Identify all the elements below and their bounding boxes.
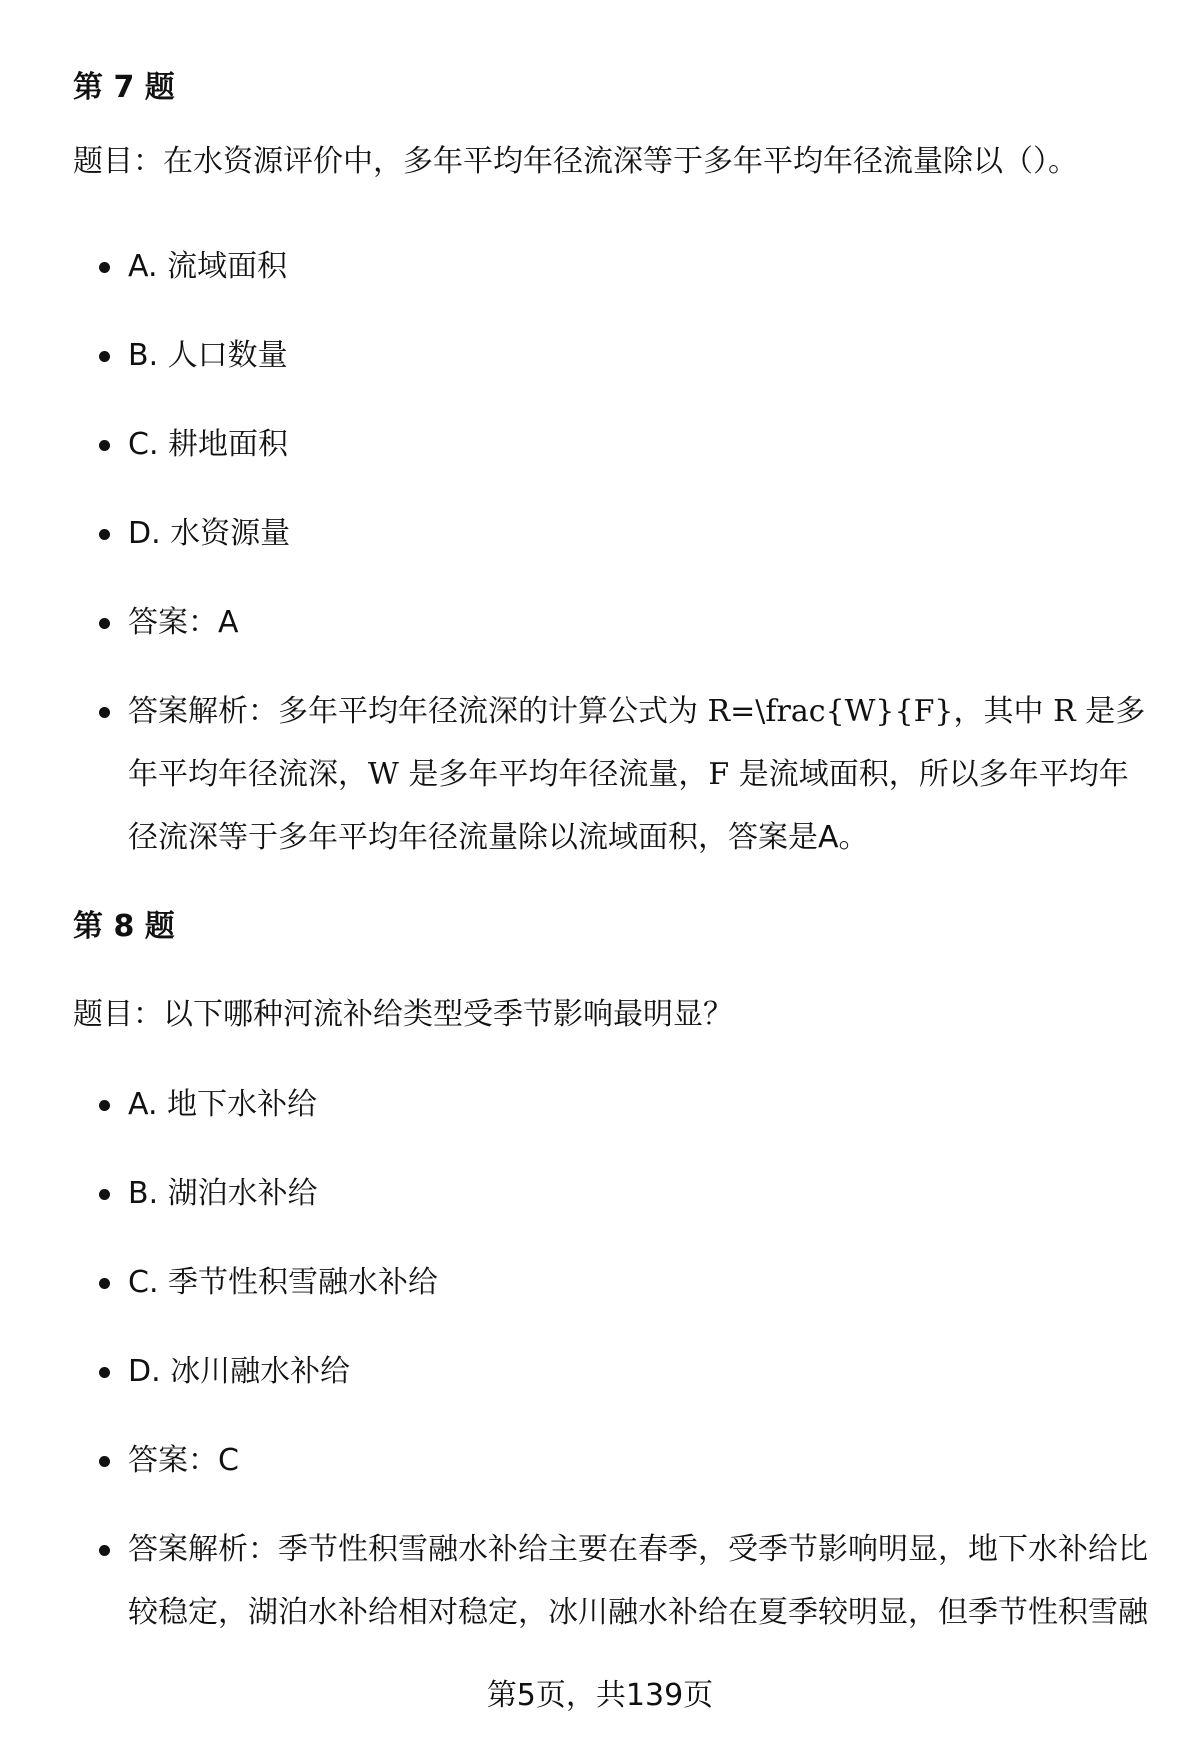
question-7-analysis <box>128 680 1158 869</box>
analysis-text: 多年平均年径流深的计算公式为 <box>278 694 708 729</box>
bullet-icon <box>99 529 110 540</box>
question-8-stem-text: 以下哪种河流补给类型受季节影响最明显？ <box>163 997 733 1032</box>
question-8-option-b: B. 湖泊水补给 <box>128 1176 318 1211</box>
bullet-icon <box>99 707 110 718</box>
question-8-option-a: A. 地下水补给 <box>128 1087 318 1122</box>
question-7-stem-label: 题目： <box>73 144 163 179</box>
bullet-icon <box>99 1100 110 1111</box>
bullet-icon <box>99 351 110 362</box>
analysis-text: 是多年平均年径流深， <box>128 694 1146 792</box>
bullet-icon <box>99 1278 110 1289</box>
question-7-stem <box>73 142 1153 182</box>
analysis-text: 是多年平均年径流量， <box>398 757 709 792</box>
question-7-stem-text: 在水资源评价中，多年平均年径流深等于多年平均年径流量除以（）。 <box>163 144 1078 179</box>
analysis-variable-r: R <box>1053 694 1076 729</box>
bullet-icon <box>99 1456 110 1467</box>
analysis-label: 答案解析： <box>128 1532 278 1567</box>
bullet-icon <box>99 618 110 629</box>
question-7-option-b: B. 人口数量 <box>128 338 288 373</box>
bullet-icon <box>99 1367 110 1378</box>
question-8-answer: 答案：C <box>128 1443 239 1478</box>
question-8-heading: 第 8 题 <box>73 909 175 944</box>
question-7-option-a: A. 流域面积 <box>128 249 288 284</box>
bullet-icon <box>99 440 110 451</box>
analysis-text: 是流域面积，所以多年平均年径流深等于多年平均年径流量除以流域面积，答案是A。 <box>128 757 1129 855</box>
bullet-icon <box>99 262 110 273</box>
question-7-heading: 第 7 题 <box>73 70 175 105</box>
question-7-option-c: C. 耕地面积 <box>128 427 289 462</box>
question-8-stem <box>73 995 1153 1035</box>
question-8-stem-label: 题目： <box>73 997 163 1032</box>
question-8-analysis <box>128 1518 1158 1644</box>
question-8-option-d: D. 冰川融水补给 <box>128 1354 351 1389</box>
analysis-variable-f: F <box>708 757 730 792</box>
analysis-text: ，其中 <box>953 694 1054 729</box>
analysis-text: 季节性积雪融水补给主要在春季，受季节影响明显，地下水补给比较稳定，湖泊水补给相对稳定，冰川融水补给在夏季较明显，但季节性积雪融 <box>128 1532 1148 1630</box>
analysis-variable-w: W <box>368 757 399 792</box>
bullet-icon <box>99 1189 110 1200</box>
analysis-formula: R=\frac{W}{F} <box>707 694 954 729</box>
question-7-answer: 答案：A <box>128 605 239 640</box>
question-7-option-d: D. 水资源量 <box>128 516 291 551</box>
question-8-option-c: C. 季节性积雪融水补给 <box>128 1265 439 1300</box>
analysis-label: 答案解析： <box>128 694 278 729</box>
bullet-icon <box>99 1545 110 1556</box>
page-number-footer: 第5页，共139页 <box>486 1678 714 1713</box>
